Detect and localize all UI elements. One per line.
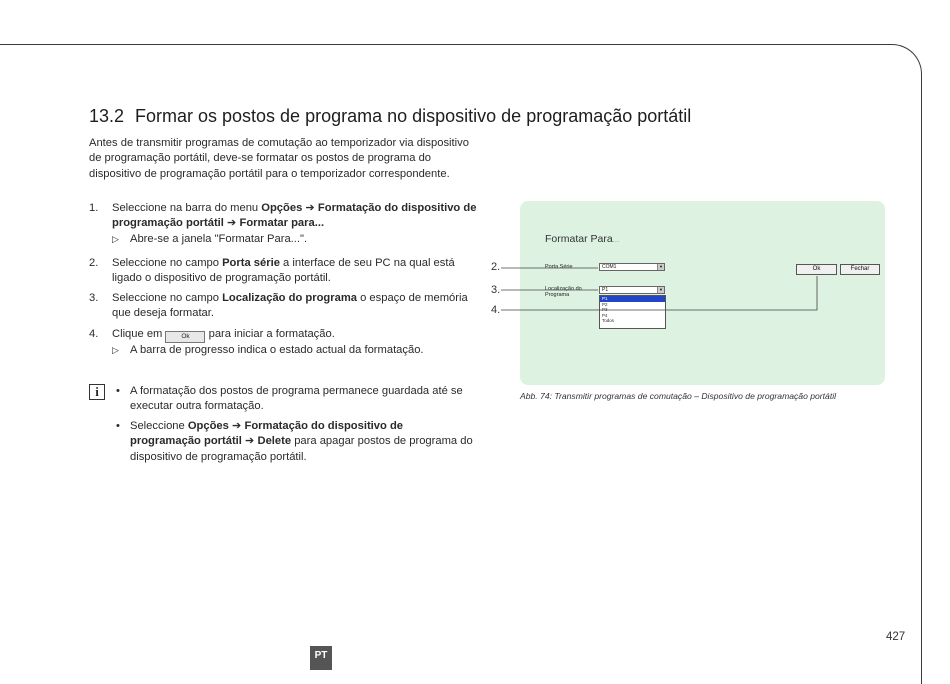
- step-number: 4.: [89, 328, 99, 340]
- step-text: Seleccione no campo: [112, 292, 223, 304]
- intro-paragraph: Antes de transmitir programas de comutação ao temporizador via dispositivo de programação portátil, deve-se formatar os postos de programa do dispositivo de programação portátil para o temporizador correspondente.: [89, 137, 469, 180]
- step-number: 3.: [89, 292, 99, 304]
- step-text: a interface de seu PC na qual está ligado o dispositivo de programação portátil.: [112, 257, 455, 285]
- close-button[interactable]: Fechar: [840, 264, 880, 275]
- port-value: COM1: [602, 264, 617, 270]
- location-label-line2: Programa: [545, 292, 570, 298]
- chevron-down-icon[interactable]: ▼: [657, 264, 664, 270]
- language-tab: PT: [310, 646, 332, 670]
- step-text: para iniciar a formatação.: [205, 328, 335, 340]
- menu-format-device: Formatação do dispositivo de programação portátil: [112, 202, 477, 230]
- option-todos[interactable]: Todos: [602, 318, 615, 323]
- result-text: Abre-se a janela "Formatar Para...".: [130, 232, 308, 245]
- figure-caption: Abb. 74: Transmitir programas de comutação – Dispositivo de programação portátil: [520, 391, 837, 401]
- option-p1[interactable]: P1: [600, 296, 665, 302]
- result-triangle-icon: ▷: [112, 233, 119, 244]
- note-text: para apagar postos de programa do dispositivo de programação portátil.: [130, 435, 473, 463]
- option-p3[interactable]: P3: [602, 307, 608, 312]
- step-text: Seleccione na barra do menu: [112, 202, 262, 214]
- dialog-title-dots: ...: [612, 235, 620, 244]
- info-icon: i: [89, 384, 105, 400]
- field-program-location: Localização do programa: [222, 292, 357, 304]
- menu-options: Opções: [261, 202, 303, 214]
- callout-2: 2.: [491, 261, 501, 273]
- ok-button-image: Ok: [165, 331, 205, 343]
- menu-format-to: Formatar para...: [239, 217, 325, 230]
- section-title: Formar os postos de programa no dispositivo de programação portátil: [135, 106, 692, 126]
- chevron-down-icon[interactable]: ▼: [657, 287, 664, 293]
- note-text: Seleccione: [130, 420, 188, 432]
- step-text: o espaço de memória que deseja formatar.: [112, 292, 468, 320]
- bullet-icon: •: [116, 385, 120, 397]
- result-triangle-icon: ▷: [112, 345, 119, 355]
- option-p2[interactable]: P2: [602, 301, 608, 307]
- menu-arrow: ➔: [227, 217, 237, 230]
- location-label-line1: Localização do: [545, 286, 582, 292]
- step-text: Clique em: [112, 328, 166, 340]
- section-number: 13.2: [89, 106, 125, 126]
- note-text: A formatação dos postos de programa permanece guardada até se executar outra formatação.: [130, 385, 463, 413]
- menu-format-device: Formatação do dispositivo de programação portátil: [130, 420, 403, 448]
- port-label: Porta Série: [545, 264, 573, 270]
- ok-button[interactable]: Ok: [796, 264, 837, 275]
- step-number: 1.: [89, 202, 99, 214]
- step-number: 2.: [89, 257, 99, 269]
- menu-arrow: ➔: [232, 420, 242, 432]
- menu-options: Opções: [187, 420, 229, 432]
- option-p4[interactable]: P4: [602, 312, 608, 318]
- location-value: P1: [602, 287, 609, 293]
- menu-arrow: ➔: [305, 202, 315, 214]
- page-number: 427: [886, 631, 906, 643]
- step-text: Seleccione no campo: [112, 257, 223, 269]
- menu-delete: Delete: [257, 435, 292, 448]
- bullet-icon: •: [116, 420, 120, 432]
- result-text: A barra de progresso indica o estado actual da formatação.: [130, 344, 424, 356]
- dialog-title-text: Formatar Para: [545, 233, 613, 245]
- callout-4: 4.: [491, 304, 501, 316]
- menu-arrow: ➔: [245, 435, 255, 448]
- field-serial-port: Porta série: [222, 257, 280, 269]
- callout-3: 3.: [491, 284, 501, 296]
